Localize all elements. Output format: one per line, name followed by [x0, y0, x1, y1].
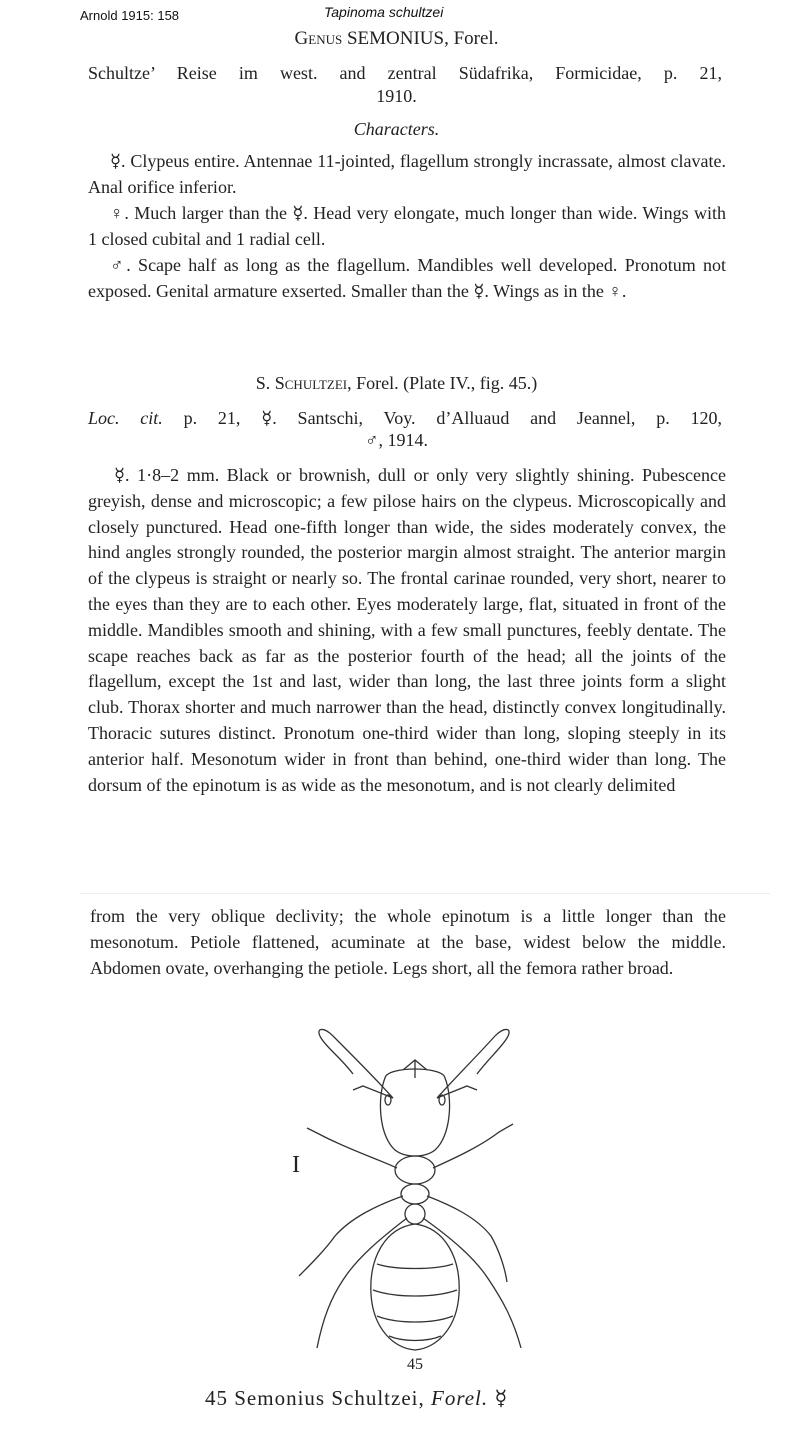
- species-running-title: Tapinoma schultzei: [324, 4, 444, 20]
- loc-rest: p. 21, ☿. Santschi, Voy. d’Alluaud and Jeannel, p. 120,: [183, 408, 722, 428]
- species-plate-ref: , Forel. (Plate IV., fig. 45.): [347, 373, 538, 393]
- right-antenna: [437, 1036, 495, 1098]
- mesonotum: [401, 1184, 429, 1204]
- page-fold-line: [80, 893, 770, 894]
- loc-cit: Loc. cit.: [88, 408, 163, 428]
- caption-author: Forel.: [431, 1386, 489, 1410]
- species-prefix: S.: [255, 373, 271, 393]
- caption-main: 45 Semonius Schultzei,: [205, 1386, 431, 1410]
- characters-heading: Characters.: [353, 119, 440, 139]
- left-front-leg: [307, 1128, 397, 1168]
- species-description-part1: ☿. 1·8–2 mm. Black or brownish, dull or only very slightly shining. Pubescence greyish, dense and microscopic; a few pilose hairs on the clypeus. Microscopically and closely punctured. Head one-fifth longer than wide, the sides moderately convex, the hind angles strongly rounded, the posterior margin almost straight. The anterior margin of the clypeus is straight or nearly so. The frontal carinae rounded, very short, nearer to the eyes than they are to each other. Eyes moderately large, flat, situated in front of the middle. Mandibles smooth and shining, with a few small punctures, feebly dentate. The scape reaches back as far as the posterior fourth of the head; all the joints of the flagellum, except the 1st and last, wider than long, the last three joints form a slight club. Thorax shorter and much narrower than the head, distinctly convex longitudinally. Thoracic sutures distinct. Pronotum one-third wider than long, sloping steeply in its anterior half. Mesonotum wider in front than behind, one-third wider than long. The dorsum of the epinotum is as wide as the mesonotum, and is not clearly delimited: [88, 465, 726, 795]
- right-front-leg: [433, 1124, 513, 1168]
- genus-prefix: Genus: [294, 28, 343, 49]
- female-characters: ♀. Much larger than the ☿. Head very elongate, much longer than wide. Wings with 1 closed cubital and 1 radial cell.: [88, 203, 726, 249]
- figure-caption: [205, 1386, 508, 1411]
- left-antenna: [333, 1036, 393, 1098]
- worker-characters: ☿. Clypeus entire. Antennae 11-jointed, flagellum strongly incrassate, almost clavate. Anal orifice inferior.: [88, 151, 726, 197]
- species-heading: [0, 373, 793, 394]
- species-name: Schultzei: [274, 373, 348, 393]
- abdomen: [371, 1224, 459, 1350]
- male-characters: ♂. Scape half as long as the flagellum. Mandibles well developed. Pronotum not exposed. Genital armature exserted. Smaller than the ☿. Wings as in the ♀.: [88, 255, 726, 301]
- species-locality-line1: [88, 407, 722, 429]
- genus-reference-line2: 1910.: [376, 86, 417, 106]
- epinotum: [405, 1204, 425, 1224]
- species-description-part2: from the very oblique declivity; the whole epinotum is a little longer than the mesonotum. Petiole flattened, acuminate at the base, widest below the middle. Abdomen ovate, overhanging the petiole. Legs short, all the femora rather broad.: [90, 906, 726, 978]
- left-middle-leg: [299, 1196, 403, 1276]
- right-hind-leg: [423, 1218, 521, 1348]
- right-middle-leg: [427, 1196, 507, 1282]
- page-reference: Arnold 1915: 158: [80, 8, 180, 23]
- pronotum: [395, 1156, 435, 1184]
- genus-heading: [0, 28, 793, 50]
- left-hind-leg: [317, 1218, 407, 1348]
- figure-number: 45: [407, 1356, 423, 1373]
- head: [380, 1069, 449, 1156]
- figure-roman-numeral: I: [292, 1152, 300, 1178]
- species-locality-line2: ♂, 1914.: [365, 430, 428, 450]
- ant-illustration: [285, 1018, 545, 1358]
- genus-name: SEMONIUS, Forel.: [346, 28, 499, 49]
- caption-sign: ☿: [488, 1386, 509, 1410]
- genus-reference-line1: Schultze’ Reise im west. and zentral Südafrika, Formicidae, p. 21,: [88, 63, 722, 83]
